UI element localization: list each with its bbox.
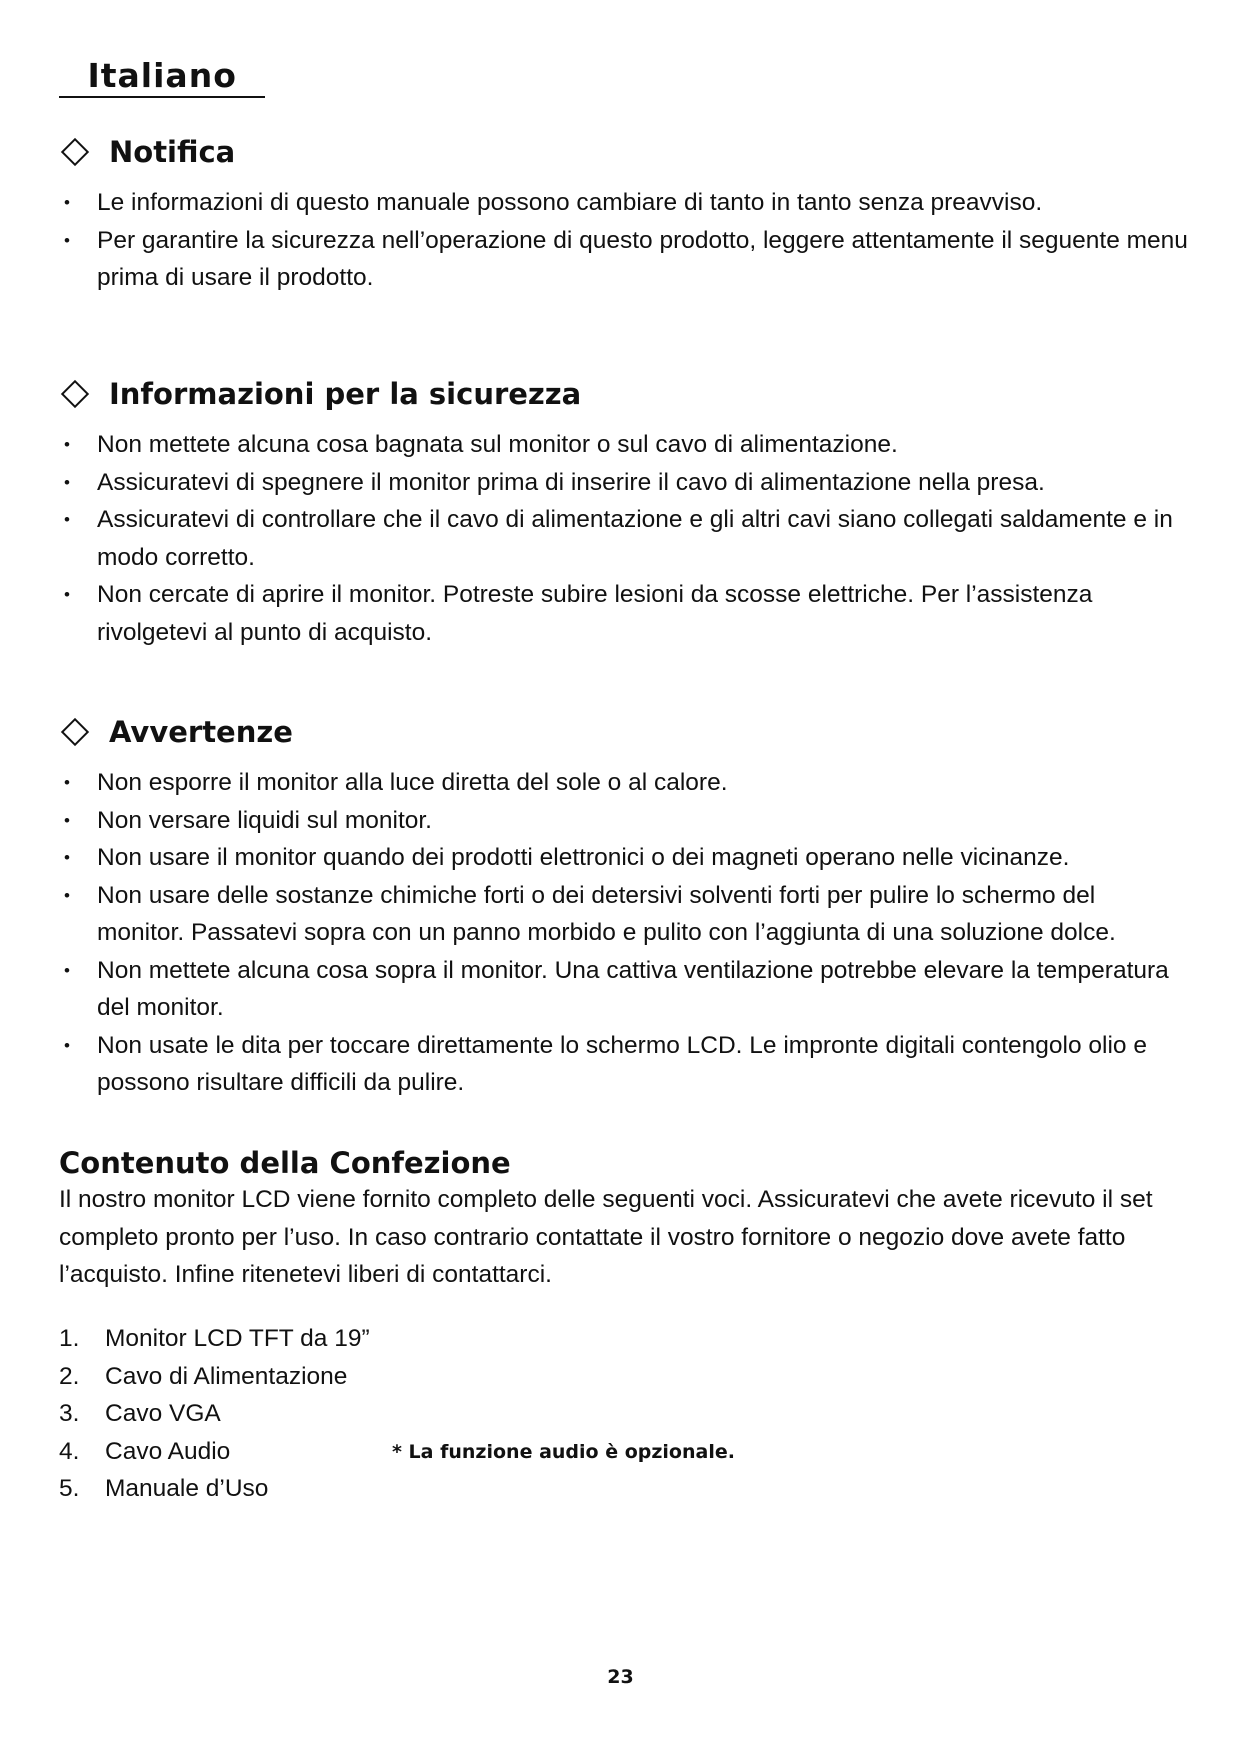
list-item bbox=[59, 1470, 370, 1508]
list-item bbox=[59, 1358, 370, 1396]
audio-optional-note: * La funzione audio è opzionale. bbox=[392, 1441, 735, 1463]
list-item: • Per garantire la sicurezza nell’operazione di questo prodotto, leggere attentamente il seguente menu prima di usare il prodotto. bbox=[59, 222, 1189, 297]
item-number: 5. bbox=[59, 1475, 80, 1502]
section-title: Informazioni per la sicurezza bbox=[109, 377, 582, 411]
list-item: • Assicuratevi di spegnere il monitor prima di inserire il cavo di alimentazione nella presa. bbox=[59, 464, 1189, 502]
diamond-outline-icon bbox=[61, 380, 89, 408]
item-label: Cavo Audio bbox=[105, 1437, 231, 1465]
section-avvertenze bbox=[59, 712, 1189, 1102]
list-item: • Non usate le dita per toccare direttamente lo schermo LCD. Le impronte digitali contengolo olio e possono risultare difficili da pulire. bbox=[59, 1027, 1189, 1102]
item-number: 4. bbox=[59, 1437, 80, 1465]
bullet-list bbox=[59, 764, 1189, 1102]
list-item bbox=[59, 1395, 370, 1433]
contents-paragraph: Il nostro monitor LCD viene fornito completo delle seguenti voci. Assicuratevi che avete ricevuto il set completo pronto per l’uso. In caso contrario contattate il vostro fornitore o negozio dove avete fatto l’acquisto. Infine ritenetevi liberi di contattarci. bbox=[59, 1186, 1153, 1288]
item-label: Monitor LCD TFT da 19” bbox=[105, 1325, 370, 1352]
section-notifica bbox=[59, 132, 1189, 297]
list-item: • Non mettete alcuna cosa bagnata sul monitor o sul cavo di alimentazione. bbox=[59, 426, 1189, 464]
bullet-list bbox=[59, 426, 1189, 651]
list-item bbox=[59, 1320, 370, 1358]
diamond-outline-icon bbox=[61, 718, 89, 746]
section-title: Notifica bbox=[109, 135, 236, 169]
bullet-list bbox=[59, 184, 1189, 297]
page-number: 23 bbox=[607, 1666, 634, 1688]
list-item: • Non versare liquidi sul monitor. bbox=[59, 802, 1189, 840]
item-number: 2. bbox=[59, 1362, 80, 1390]
list-item: • Le informazioni di questo manuale possono cambiare di tanto in tanto senza preavviso. bbox=[59, 184, 1189, 222]
list-item: • Non cercate di aprire il monitor. Potreste subire lesioni da scosse elettriche. Per l’assistenza rivolgetevi al punto di acquisto. bbox=[59, 576, 1189, 651]
item-label: Manuale d’Uso bbox=[105, 1475, 269, 1502]
list-item: • Assicuratevi di controllare che il cavo di alimentazione e gli altri cavi siano collegati saldamente e in modo corretto. bbox=[59, 501, 1189, 576]
list-item: • Non usare delle sostanze chimiche forti o dei detersivi solventi forti per pulire lo schermo del monitor. Passatevi sopra con un panno morbido e pulito con l’aggiunta di una soluzione dolce. bbox=[59, 877, 1189, 952]
list-item: • Non mettete alcuna cosa sopra il monitor. Una cattiva ventilazione potrebbe elevare la temperatura del monitor. bbox=[59, 952, 1189, 1027]
list-item bbox=[59, 1433, 370, 1471]
item-label: Cavo di Alimentazione bbox=[105, 1362, 348, 1390]
item-number: 1. bbox=[59, 1325, 80, 1352]
section-heading bbox=[59, 712, 1189, 752]
diamond-outline-icon bbox=[61, 138, 89, 166]
section-heading bbox=[59, 132, 1189, 172]
section-title: Avvertenze bbox=[109, 715, 293, 749]
contents-title: Contenuto della Confezione bbox=[59, 1146, 511, 1180]
package-items-list bbox=[59, 1320, 370, 1508]
section-heading bbox=[59, 374, 1189, 414]
section-sicurezza bbox=[59, 374, 1189, 651]
item-number: 3. bbox=[59, 1400, 80, 1427]
item-label: Cavo VGA bbox=[105, 1400, 221, 1427]
language-title: Italiano bbox=[59, 56, 265, 98]
list-item: • Non esporre il monitor alla luce diretta del sole o al calore. bbox=[59, 764, 1189, 802]
list-item: • Non usare il monitor quando dei prodotti elettronici o dei magneti operano nelle vicinanze. bbox=[59, 839, 1189, 877]
